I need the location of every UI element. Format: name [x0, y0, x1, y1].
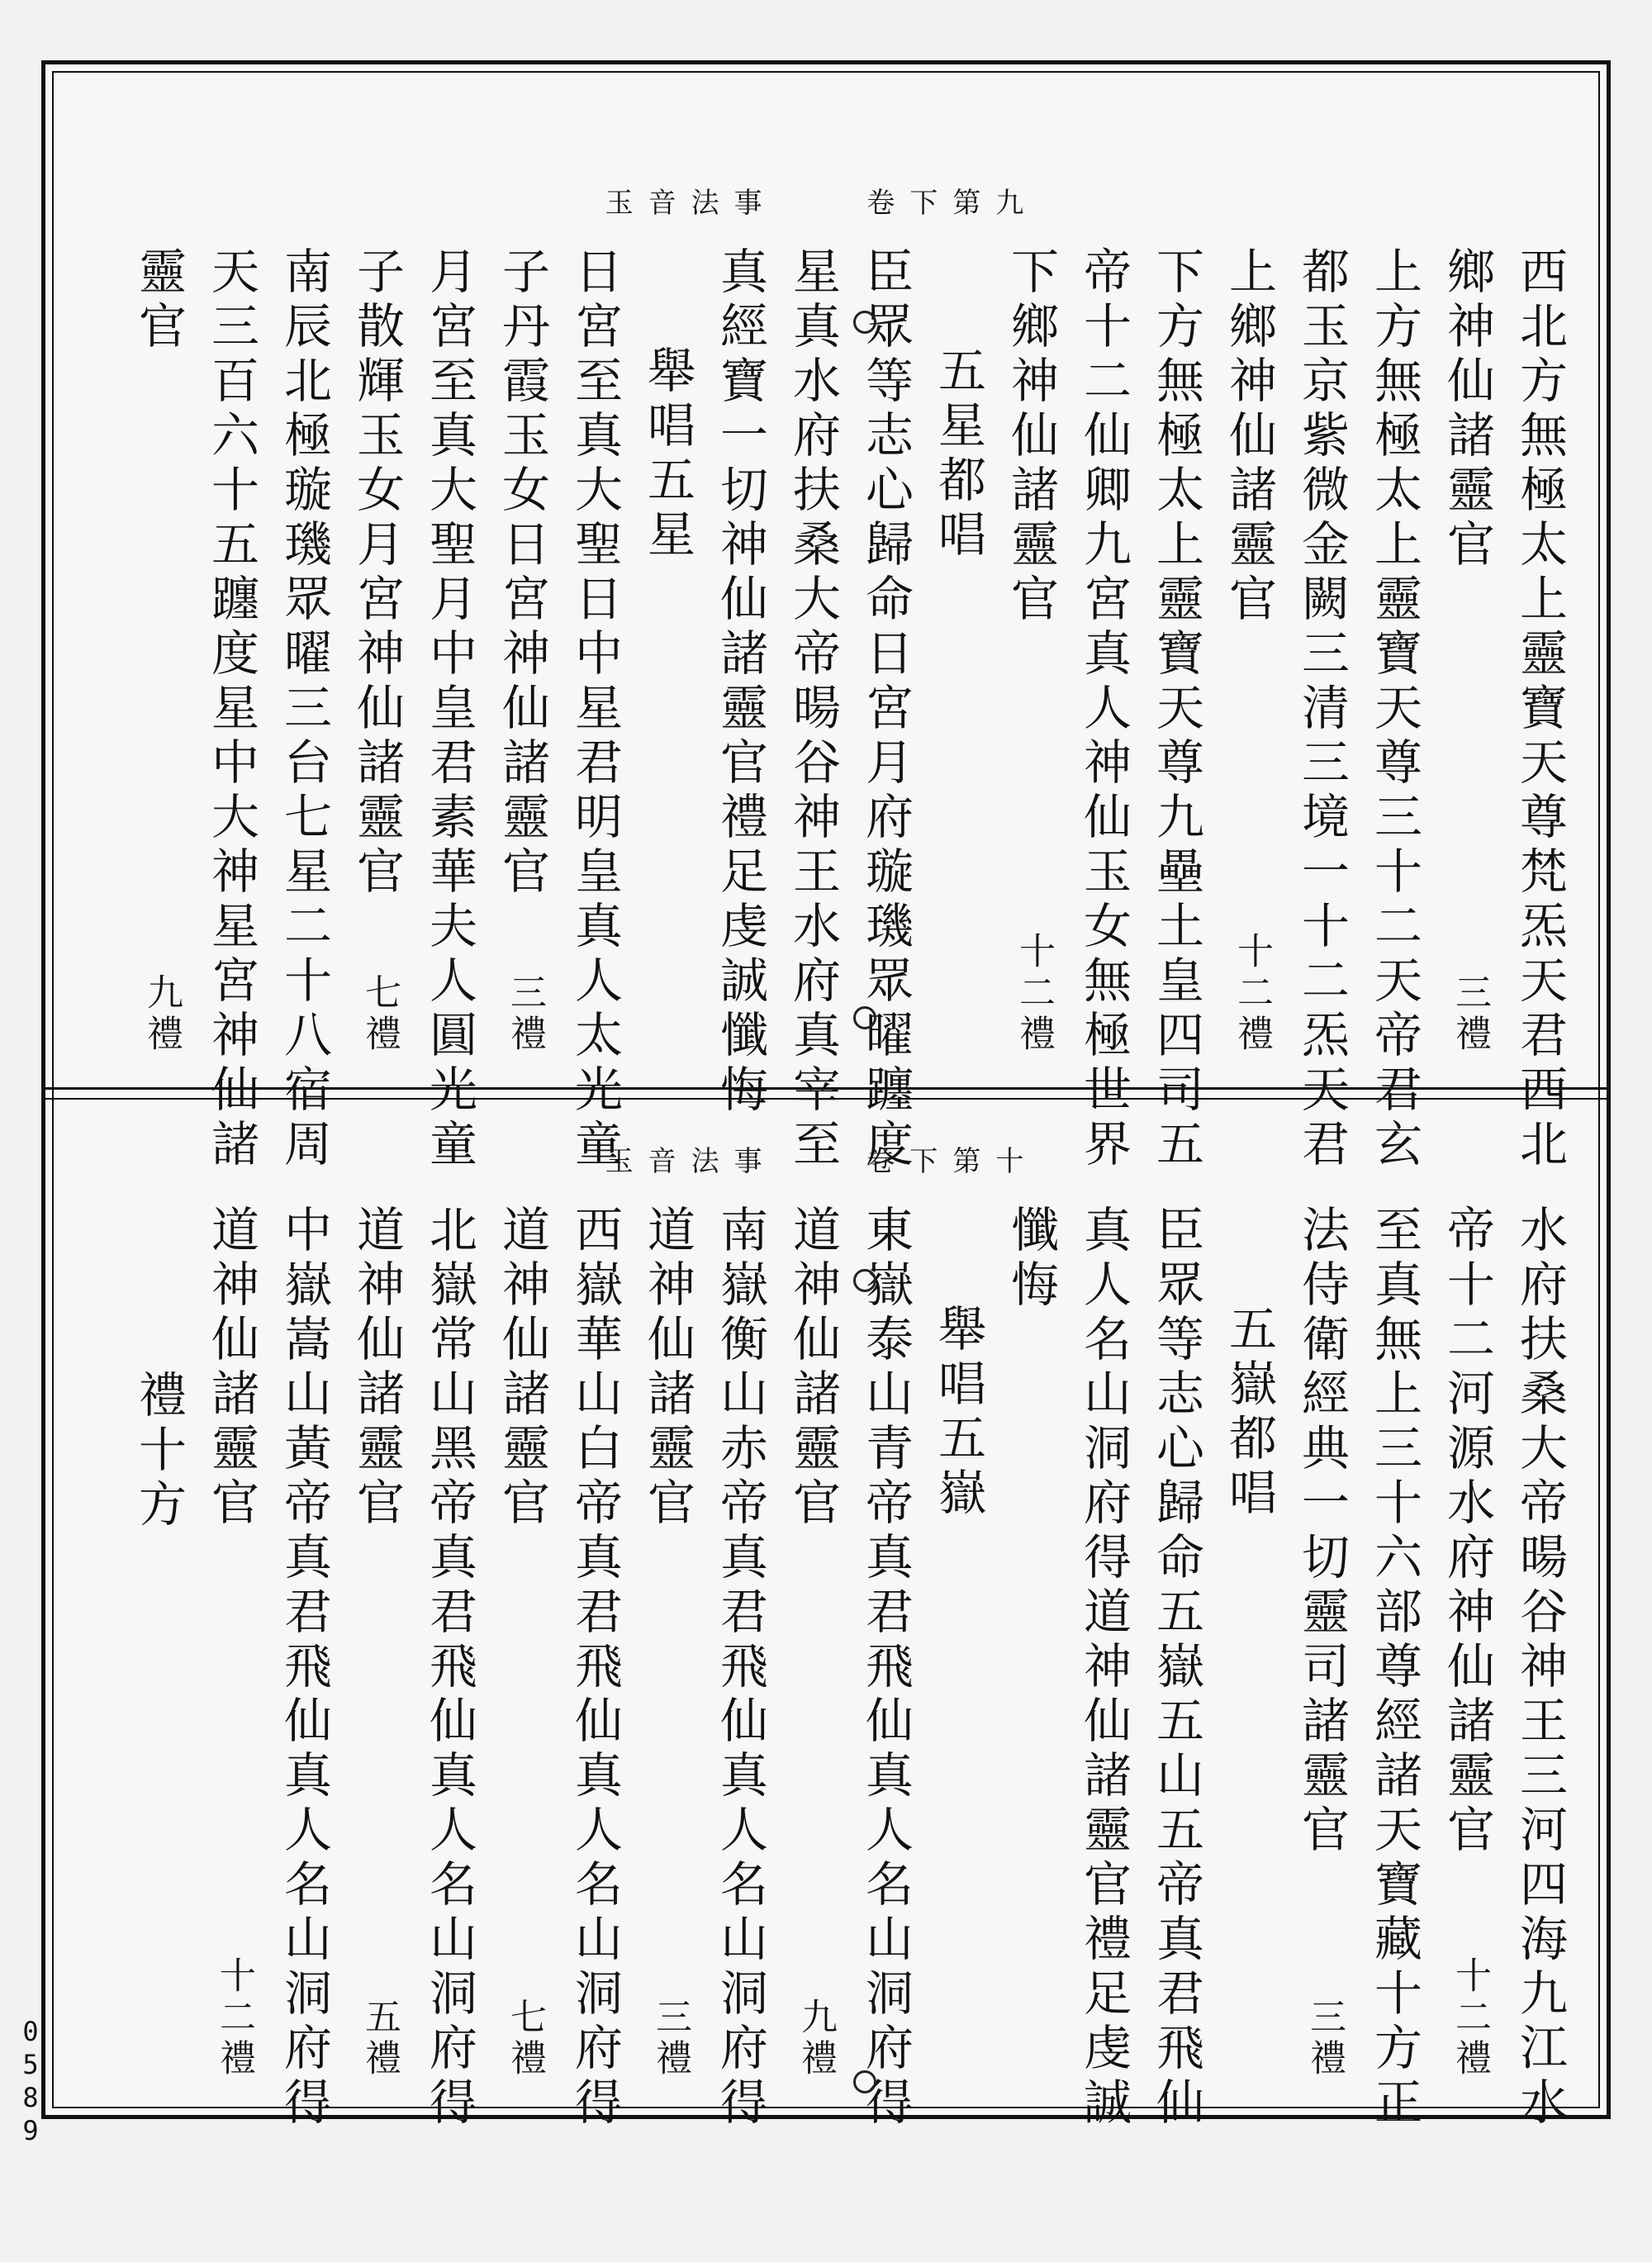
top-col-12: 真經寶一切神仙諸靈官禮足虔誠懺悔 [712, 246, 768, 1119]
bottom-count-17: 五禮 [358, 1998, 401, 2080]
bottom-count-13: 三禮 [649, 1998, 691, 2080]
scripture-page [41, 60, 1611, 2131]
top-count-17: 七禮 [358, 973, 401, 1056]
top-header-volume: 卷下第九 [866, 187, 1039, 220]
top-count-2: 三禮 [1449, 973, 1491, 1056]
top-col-16: 月宮至真大聖月中皇君素華夫人圓光童 [421, 246, 477, 1173]
bottom-col-1: 水府扶桑大帝暘谷神王三河四海九江水 [1512, 1205, 1568, 2131]
top-circle-marker-1 [853, 311, 876, 334]
top-col-2: 鄉神仙諸靈官 [1439, 246, 1495, 573]
top-header-title: 玉音法事 [605, 187, 777, 220]
top-count-20: 九禮 [140, 973, 183, 1056]
bottom-count-19: 十二禮 [213, 1956, 255, 2080]
panel-divider [45, 1087, 1607, 1100]
bottom-count-2: 十二禮 [1449, 1956, 1491, 2080]
bottom-col-20: 禮十方 [131, 1370, 187, 1533]
bottom-circle-marker-2 [853, 2070, 876, 2093]
top-col-14: 日宮至真大聖日中星君明皇真人太光童 [567, 246, 623, 1173]
bottom-circle-marker-1 [853, 1269, 876, 1292]
top-count-8: 十二禮 [1013, 932, 1055, 1056]
bottom-col-5: 五嶽都唱 [1221, 1304, 1277, 1522]
top-col-8: 下鄉神仙諸靈官 [1003, 246, 1059, 628]
top-col-19: 天三百六十五躔度星中大神星宮神仙諸 [203, 246, 259, 1173]
bottom-col-6: 臣眾等志心歸命五嶽五山五帝真君飛仙 [1148, 1205, 1204, 2131]
top-col-10: 臣眾等志心歸命日宮月府璇璣眾曜躔度 [857, 246, 914, 1173]
bottom-col-10: 東嶽泰山青帝真君飛仙真人名山洞府得 [857, 1205, 914, 2131]
bottom-col-19: 道神仙諸靈官 [203, 1205, 259, 1532]
bottom-col-12: 南嶽衡山赤帝真君飛仙真人名山洞府得 [712, 1205, 768, 2131]
top-col-20: 靈官 [131, 246, 187, 355]
top-col-7: 帝十二仙卿九宮真人神仙玉女無極世界 [1075, 246, 1132, 1173]
bottom-col-4: 法侍衛經典一切靈司諸靈官 [1294, 1205, 1350, 1859]
top-col-1: 西北方無極太上靈寶天尊梵炁天君西北 [1512, 246, 1568, 1173]
top-col-18: 南辰北極璇璣眾曜三台七星二十八宿周 [276, 246, 332, 1173]
page-number: 0589 [15, 2016, 46, 2148]
bottom-header-title: 玉音法事 [605, 1145, 777, 1178]
bottom-col-18: 中嶽嵩山黃帝真君飛仙真人名山洞府得 [276, 1205, 332, 2131]
bottom-col-3: 至真無上三十六部尊經諸天寶藏十方正 [1366, 1205, 1422, 2131]
bottom-col-11: 道神仙諸靈官 [785, 1205, 841, 1532]
bottom-col-2: 帝十二河源水府神仙諸靈官 [1439, 1205, 1495, 1859]
bottom-col-8: 懺悔 [1003, 1205, 1059, 1314]
bottom-header [78, 1138, 1565, 1179]
bottom-panel [78, 1138, 1568, 2131]
bottom-col-16: 北嶽常山黑帝真君飛仙真人名山洞府得 [421, 1205, 477, 2131]
bottom-count-11: 九禮 [795, 1998, 837, 2080]
top-header [78, 180, 1565, 221]
top-col-17: 子散輝玉女月宮神仙諸靈官 [349, 246, 405, 901]
bottom-count-15: 七禮 [504, 1998, 546, 2080]
bottom-col-13: 道神仙諸靈官 [639, 1205, 695, 1532]
top-col-15: 子丹霞玉女日宮神仙諸靈官 [494, 246, 550, 901]
top-col-13: 舉唱五星 [639, 345, 695, 563]
top-count-15: 三禮 [504, 973, 546, 1056]
bottom-header-volume: 卷下第十 [866, 1145, 1039, 1178]
top-count-5: 十二禮 [1231, 932, 1273, 1056]
top-col-6: 下方無極太上靈寶天尊九壘土皇四司五 [1148, 246, 1204, 1173]
bottom-col-7: 真人名山洞府得道神仙諸靈官禮足虔誠 [1075, 1205, 1132, 2131]
bottom-col-9: 舉唱五嶽 [930, 1304, 986, 1522]
bottom-count-4: 三禮 [1303, 1998, 1346, 2080]
top-col-3: 上方無極太上靈寶天尊三十二天帝君玄 [1366, 246, 1422, 1173]
bottom-col-14: 西嶽華山白帝真君飛仙真人名山洞府得 [567, 1205, 623, 2131]
top-col-4: 都玉京紫微金闕三清三境一十二炁天君 [1294, 246, 1350, 1173]
bottom-col-17: 道神仙諸靈官 [349, 1205, 405, 1532]
top-circle-marker-2 [853, 1006, 876, 1029]
bottom-col-15: 道神仙諸靈官 [494, 1205, 550, 1532]
top-col-11: 星真水府扶桑大帝暘谷神王水府真宰至 [785, 246, 841, 1173]
top-col-9: 五星都唱 [930, 345, 986, 563]
top-col-5: 上鄉神仙諸靈官 [1221, 246, 1277, 628]
